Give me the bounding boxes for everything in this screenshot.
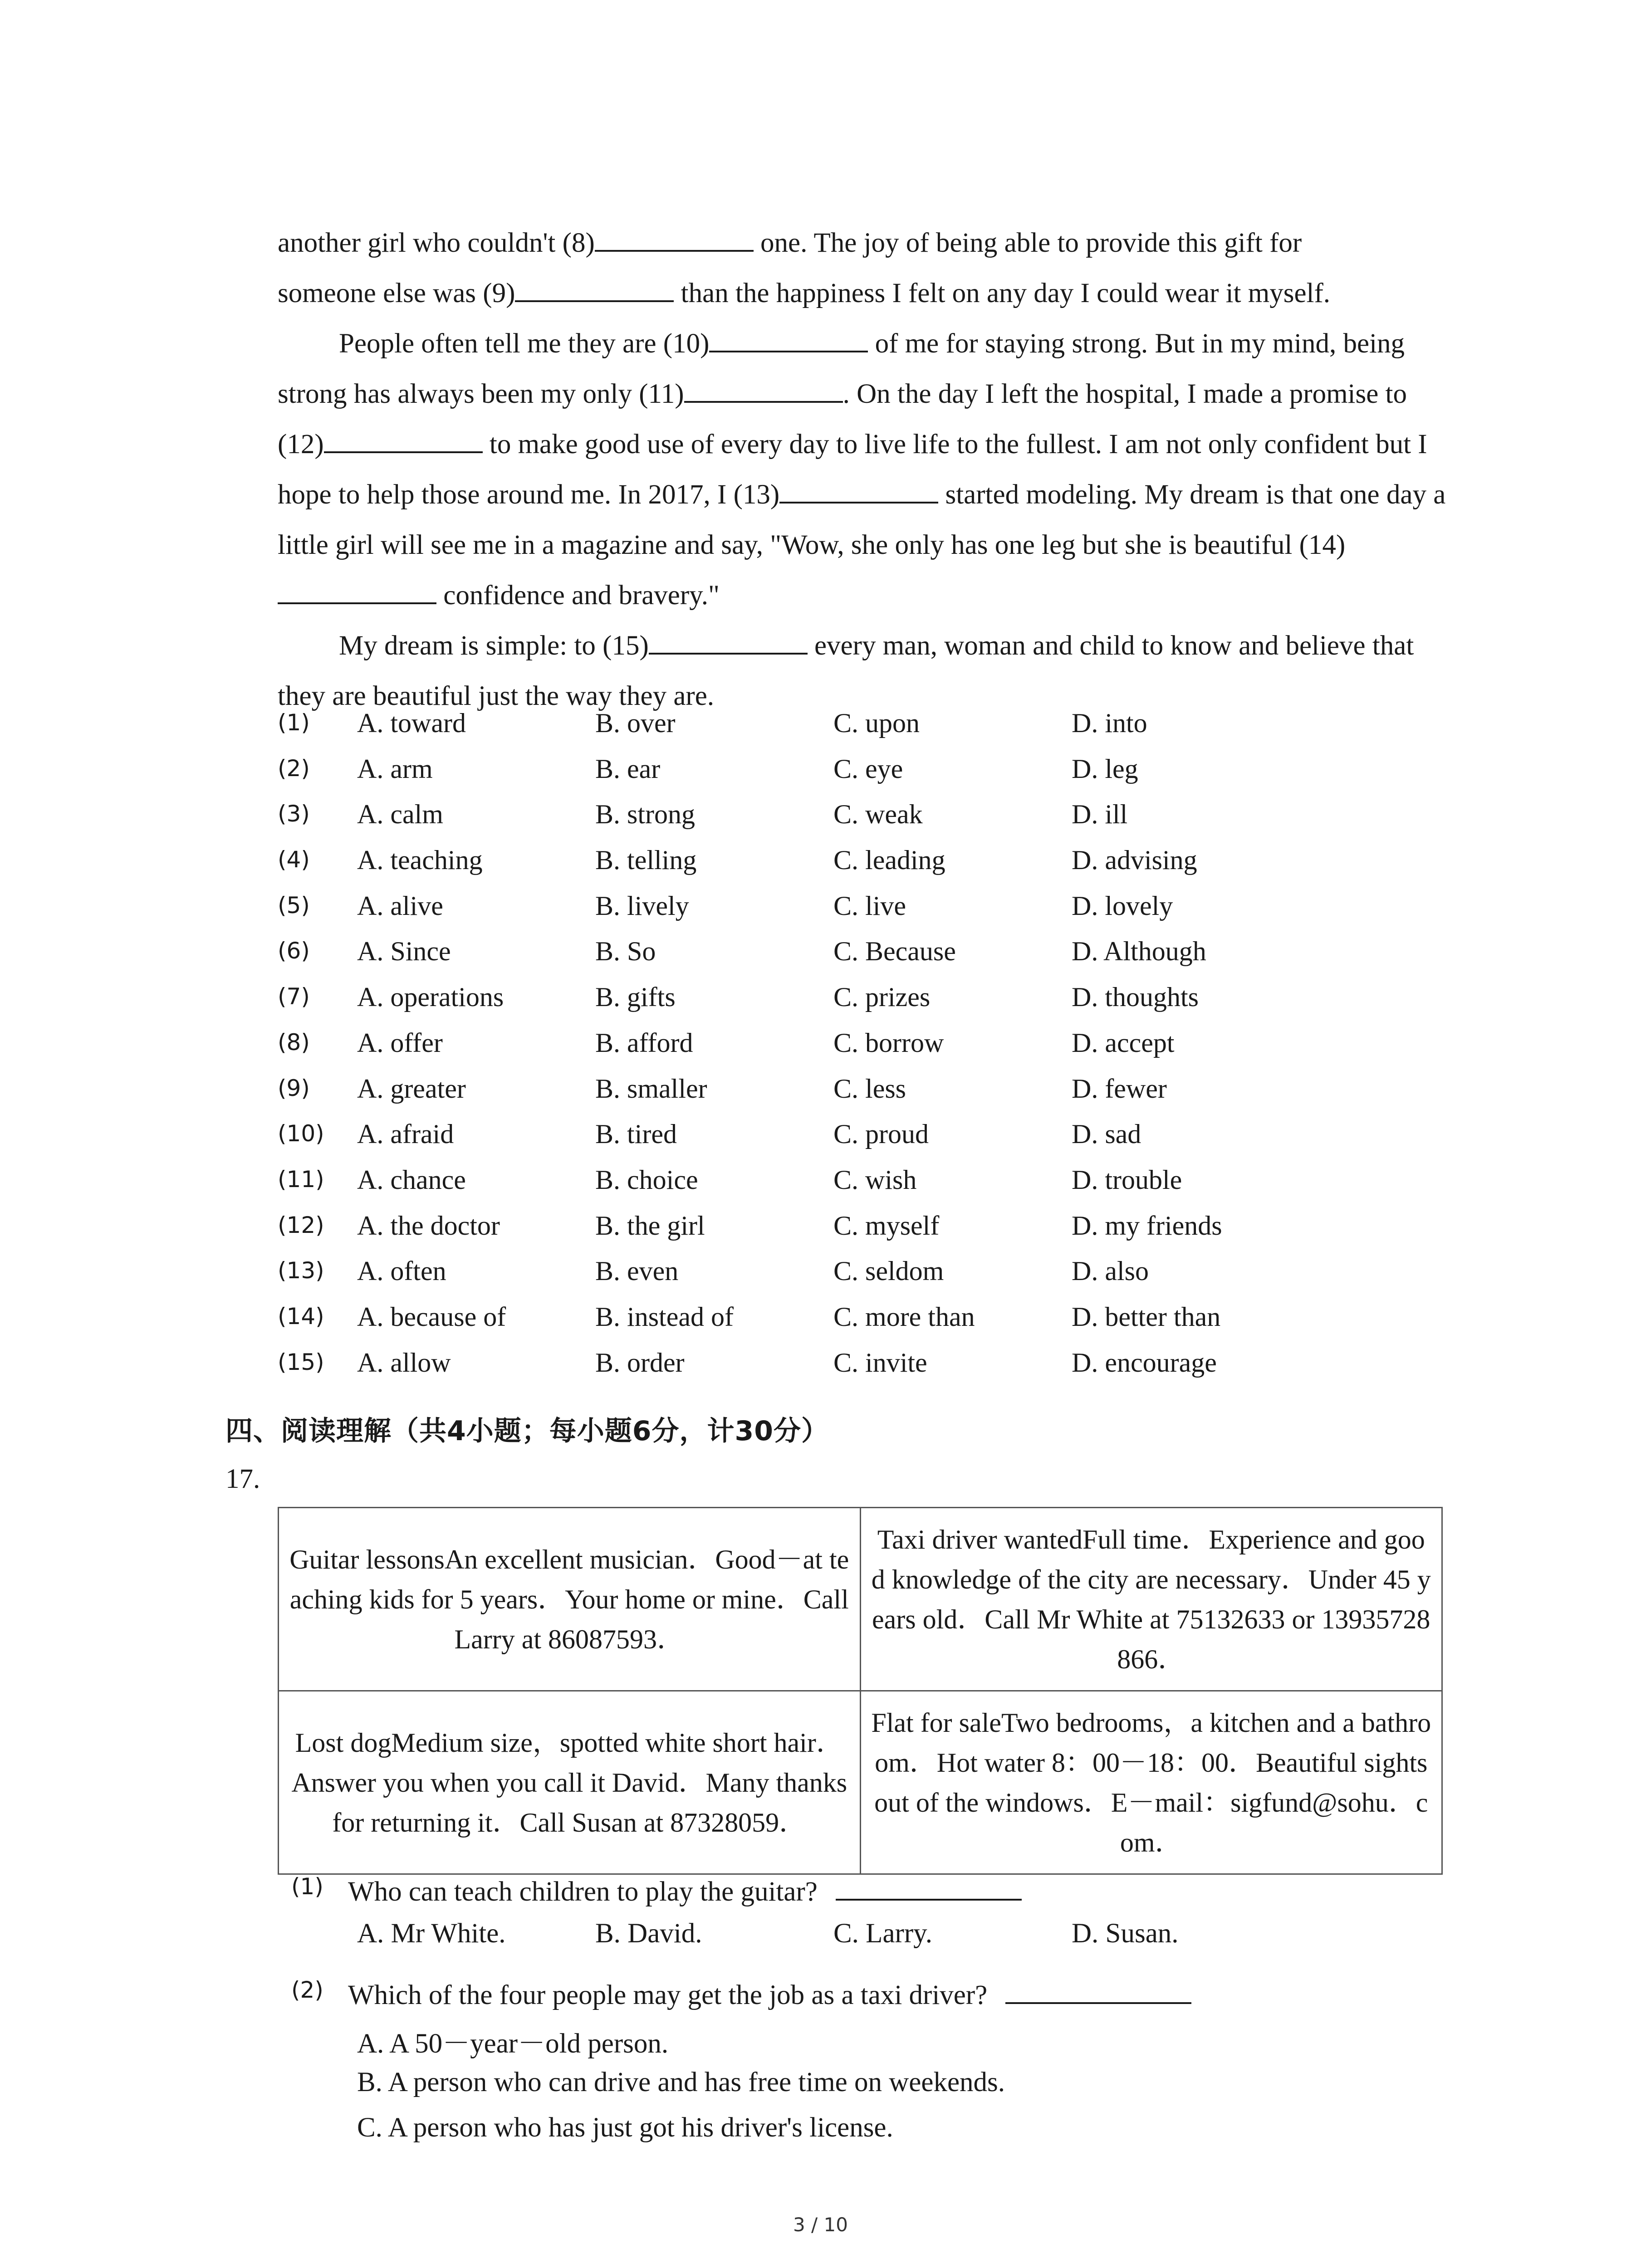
question-stem: Who can teach children to play the guitar?: [348, 1877, 818, 1907]
option-b: B. order: [595, 1347, 685, 1378]
option-c: C. leading: [833, 845, 945, 875]
ad-guitar-lessons: Guitar lessonsAn excellent musician．Good－at teaching kids for 5 years．Your home or mine．Call Larry at 86087593．: [279, 1508, 861, 1691]
option-row: [278, 753, 1457, 799]
page-number: 3 / 10: [793, 2214, 848, 2236]
option-row: [278, 1119, 1457, 1164]
passage-text: another girl who couldn't (8): [278, 228, 595, 258]
option-number: (13): [278, 1257, 324, 1284]
option-number: (7): [278, 983, 310, 1010]
ad-lost-dog: Lost dogMedium size，spotted white short hair．Answer you when you call it David．Many thanks for returning it．Call Susan at 87328059．: [279, 1691, 861, 1874]
option-a: A. afraid: [357, 1119, 454, 1149]
option-d: D. better than: [1072, 1301, 1221, 1332]
passage-text: one. The joy of being able to provide this gift for: [753, 228, 1302, 258]
blank-12: [324, 425, 483, 453]
option-row: [278, 936, 1457, 982]
choice-d: D. Susan.: [1072, 1918, 1179, 1949]
option-b: B. So: [595, 936, 656, 967]
option-c: C. myself: [833, 1210, 940, 1241]
option-c: C. prizes: [833, 982, 931, 1012]
sub-question-1: [278, 1872, 1457, 1972]
option-c: C. seldom: [833, 1256, 944, 1286]
blank-13: [779, 475, 938, 503]
answer-blank: [836, 1872, 1022, 1901]
option-number: (9): [278, 1075, 310, 1101]
option-number: (10): [278, 1120, 324, 1147]
option-b: B. strong: [595, 799, 696, 830]
option-c: C. proud: [833, 1119, 929, 1149]
option-c: C. eye: [833, 753, 903, 784]
option-c: C. borrow: [833, 1027, 944, 1058]
option-number: (14): [278, 1303, 324, 1330]
option-d: D. lovely: [1072, 890, 1173, 921]
ad-flat-for-sale: Flat for saleTwo bedrooms，a kitchen and a bathroom．Hot water 8：00－18：00．Beautiful sights out of the windows．E－mail：sigfund@sohu．com．: [860, 1691, 1442, 1874]
option-row: [278, 799, 1457, 845]
option-number: (6): [278, 938, 310, 964]
blank-8: [595, 224, 754, 252]
option-number: (11): [278, 1166, 324, 1193]
passage-text: of me for staying strong. But in my mind, being strong has always been my only (11): [278, 328, 1405, 409]
option-row: [278, 890, 1457, 936]
cloze-options: [278, 708, 1457, 1393]
option-a: A. Since: [357, 936, 451, 967]
option-a: A. arm: [357, 753, 433, 784]
option-number: (5): [278, 892, 310, 919]
ads-table: [278, 1507, 1443, 1875]
choice-a: A. Mr White.: [357, 1918, 506, 1949]
option-c: C. Because: [833, 936, 956, 967]
option-d: D. into: [1072, 708, 1147, 738]
option-a: A. operations: [357, 982, 504, 1012]
option-row: [278, 1073, 1457, 1119]
option-a: A. teaching: [357, 845, 483, 875]
blank-11: [684, 375, 843, 403]
ad-taxi-driver: Taxi driver wantedFull time．Experience and good knowledge of the city are necessary．Under 45 years old．Call Mr White at 75132633 or 13935728866．: [860, 1508, 1442, 1691]
option-a: A. the doctor: [357, 1210, 500, 1241]
passage-text: My dream is simple: to (15): [339, 631, 649, 661]
sub-question-text: [348, 1872, 1022, 1908]
option-b: B. over: [595, 708, 676, 738]
option-number: (1): [278, 709, 310, 736]
choice-c: C. A person who has just got his driver's license.: [357, 2112, 893, 2143]
option-number: (4): [278, 846, 310, 873]
passage-paragraph-3: [278, 621, 1448, 721]
choice-b: B. David.: [595, 1918, 702, 1949]
option-d: D. Although: [1072, 936, 1206, 967]
question-stem: Which of the four people may get the job as a taxi driver?: [348, 1980, 988, 2010]
option-a: A. often: [357, 1256, 446, 1286]
question-number: 17.: [225, 1464, 260, 1494]
option-number: (2): [278, 755, 310, 782]
option-d: D. fewer: [1072, 1073, 1167, 1104]
option-number: (3): [278, 801, 310, 827]
passage-paragraph-2: [278, 318, 1448, 621]
option-b: B. instead of: [595, 1301, 734, 1332]
passage-text: someone else was (9): [278, 278, 515, 308]
passage-text: . On the day I left the hospital, I made a promise to (12): [278, 379, 1407, 459]
sub-question-label: (2): [291, 1977, 323, 2003]
option-d: D. ill: [1072, 799, 1128, 830]
blank-15: [649, 626, 808, 655]
option-row: [278, 708, 1457, 753]
passage-text: than the happiness I felt on any day I could wear it myself.: [674, 278, 1331, 308]
option-c: C. live: [833, 890, 906, 921]
option-d: D. accept: [1072, 1027, 1175, 1058]
option-b: B. tired: [595, 1119, 677, 1149]
choice-b: B. A person who can drive and has free time on weekends.: [357, 2067, 1005, 2097]
option-d: D. leg: [1072, 753, 1138, 784]
option-a: A. chance: [357, 1164, 466, 1195]
option-d: D. thoughts: [1072, 982, 1199, 1012]
choice-a: A. A 50－year－old person.: [357, 2028, 669, 2059]
option-row: [278, 1256, 1457, 1301]
option-b: B. ear: [595, 753, 661, 784]
option-row: [278, 982, 1457, 1027]
option-d: D. advising: [1072, 845, 1197, 875]
option-c: C. wish: [833, 1164, 917, 1195]
option-number: (12): [278, 1212, 324, 1238]
option-row: [278, 1027, 1457, 1073]
option-a: A. offer: [357, 1027, 443, 1058]
option-b: B. even: [595, 1256, 679, 1286]
option-row: [278, 845, 1457, 890]
cloze-passage: [278, 218, 1448, 721]
passage-text: every man, woman and child to know and believe that they are beautiful just the way they are.: [278, 631, 1414, 711]
option-c: C. more than: [833, 1301, 975, 1332]
blank-9: [515, 274, 674, 302]
option-d: D. also: [1072, 1256, 1149, 1286]
option-c: C. weak: [833, 799, 923, 830]
sub-question-label: (1): [291, 1873, 323, 1900]
passage-paragraph-1: [278, 218, 1448, 318]
option-d: D. trouble: [1072, 1164, 1182, 1195]
sub-question-2: [278, 1976, 1457, 2166]
option-c: C. upon: [833, 708, 920, 738]
option-b: B. choice: [595, 1164, 698, 1195]
option-a: A. toward: [357, 708, 466, 738]
option-b: B. smaller: [595, 1073, 707, 1104]
option-number: (15): [278, 1349, 324, 1375]
passage-text: started modeling. My dream is that one day a little girl will see me in a magazine and say, "Wow, she only has one leg but she is beautiful (14): [278, 479, 1446, 560]
option-number: (8): [278, 1029, 310, 1056]
option-c: C. less: [833, 1073, 906, 1104]
option-b: B. the girl: [595, 1210, 705, 1241]
option-row: [278, 1210, 1457, 1256]
passage-text: to make good use of every day to live life to the fullest. I am not only confident but I hope to help those around me. In 2017, I (13): [278, 429, 1427, 510]
option-row: [278, 1164, 1457, 1210]
blank-10: [709, 324, 868, 352]
option-c: C. invite: [833, 1347, 927, 1378]
option-d: D. sad: [1072, 1119, 1141, 1149]
passage-text: People often tell me they are (10): [339, 328, 710, 359]
option-a: A. alive: [357, 890, 443, 921]
option-a: A. greater: [357, 1073, 466, 1104]
option-b: B. gifts: [595, 982, 676, 1012]
passage-text: confidence and bravery.": [436, 580, 720, 611]
option-a: A. calm: [357, 799, 443, 830]
option-row: [278, 1301, 1457, 1347]
option-a: A. because of: [357, 1301, 506, 1332]
blank-14: [278, 576, 436, 604]
sub-question-text: [348, 1976, 1191, 2011]
answer-blank: [1005, 1976, 1191, 2004]
option-row: [278, 1347, 1457, 1393]
option-b: B. afford: [595, 1027, 693, 1058]
option-b: B. telling: [595, 845, 697, 875]
choice-c: C. Larry.: [833, 1918, 932, 1949]
option-d: D. encourage: [1072, 1347, 1217, 1378]
option-b: B. lively: [595, 890, 689, 921]
section-title: 四、阅读理解（共4小题；每小题6分，计30分）: [225, 1415, 829, 1447]
option-d: D. my friends: [1072, 1210, 1222, 1241]
option-a: A. allow: [357, 1347, 451, 1378]
